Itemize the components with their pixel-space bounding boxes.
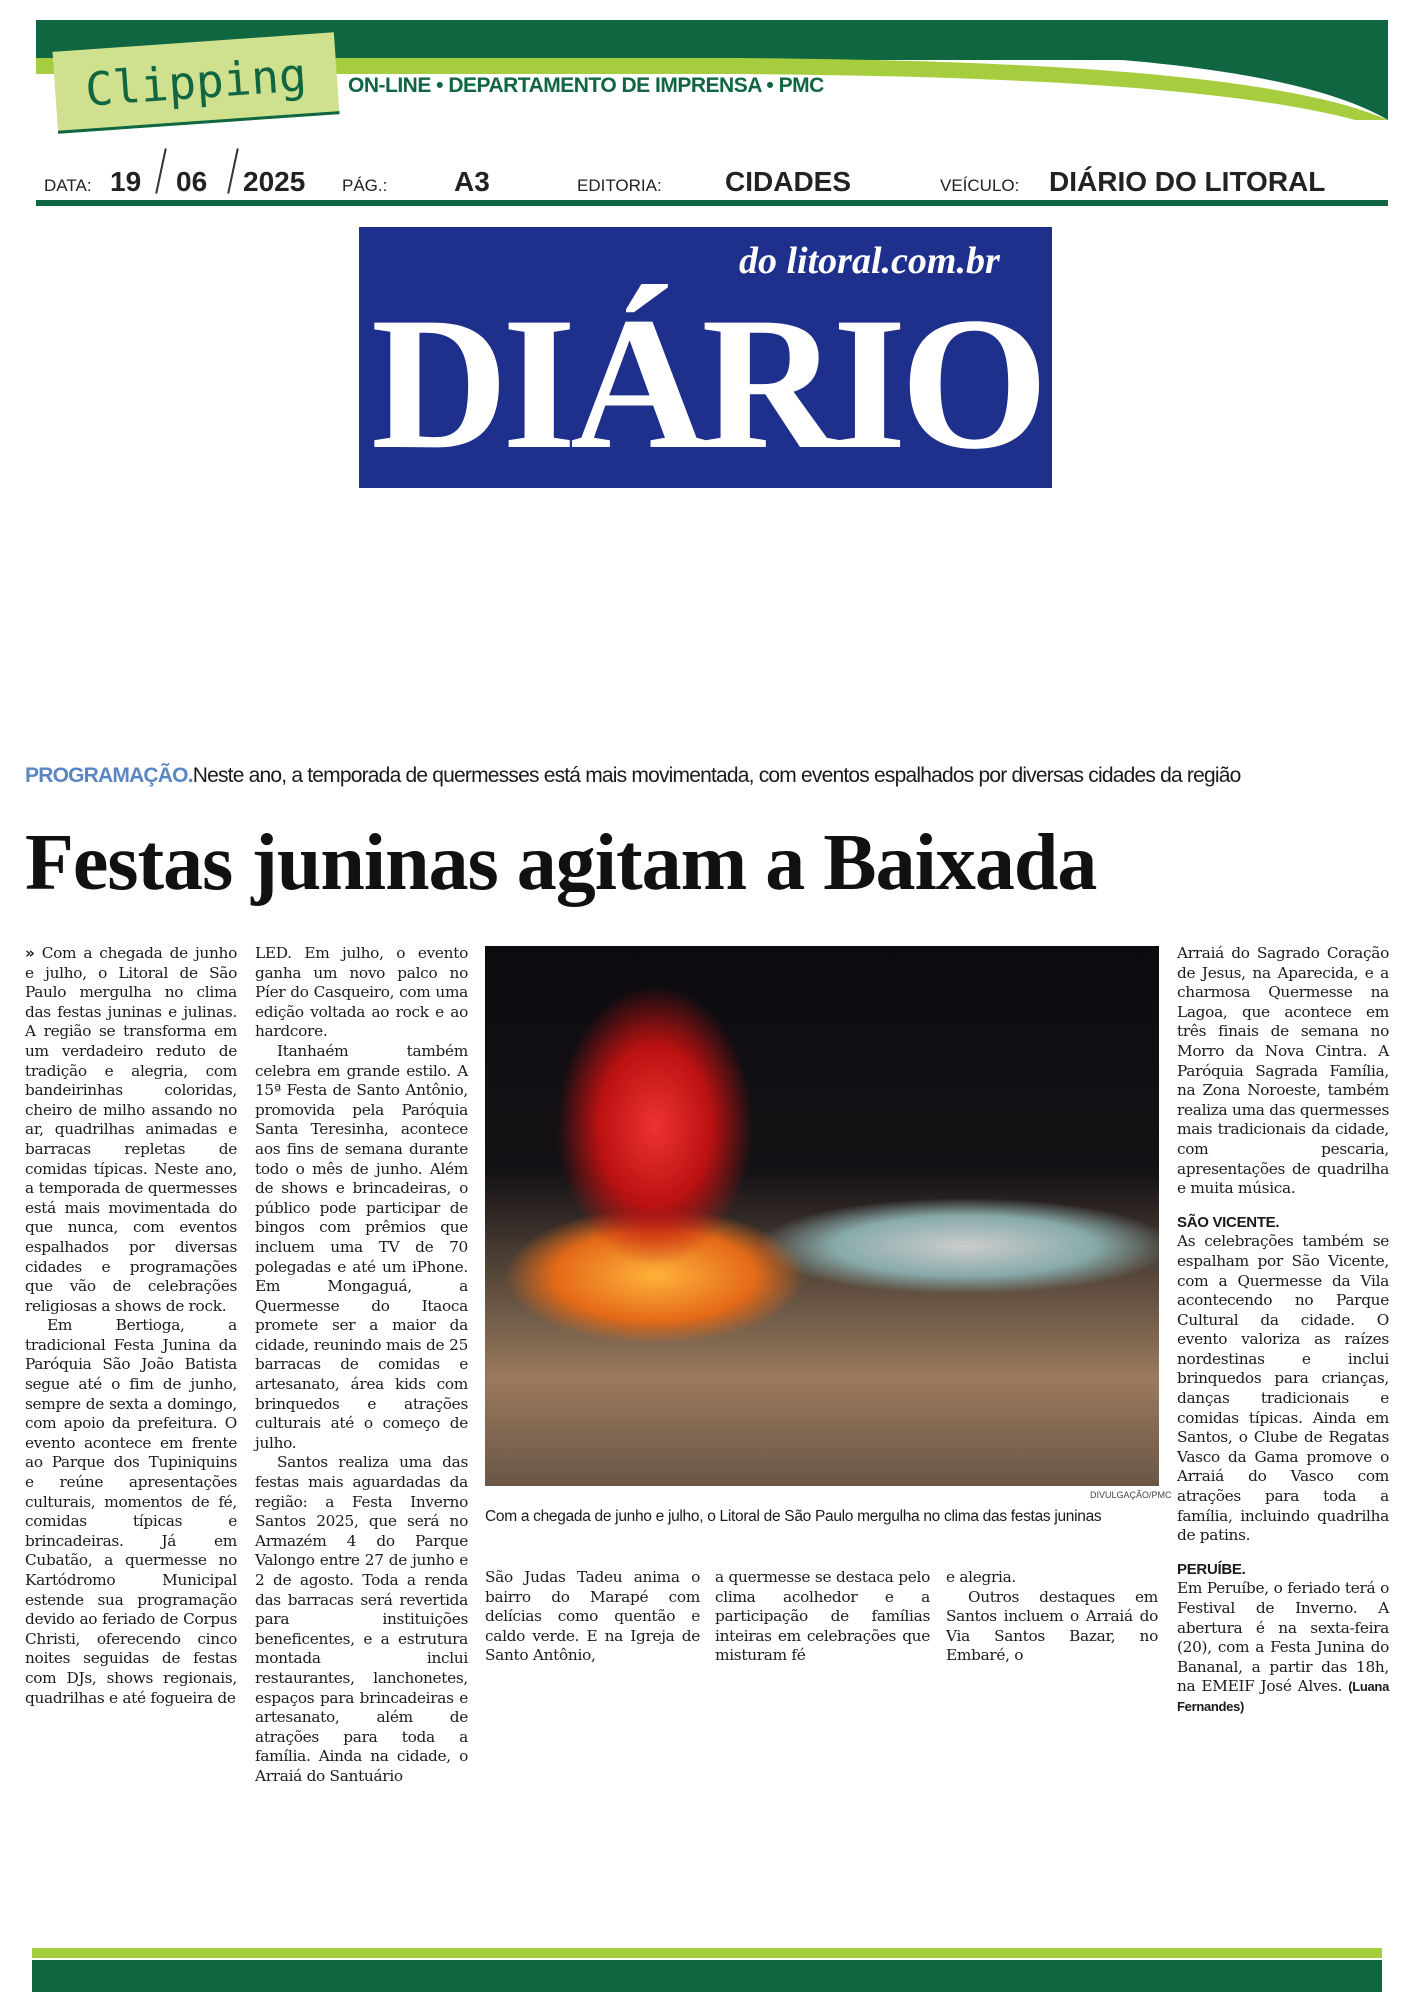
paragraph: Outros destaques em Santos incluem o Arraiá do Via Santos Bazar, no Embaré, o [946, 1587, 1158, 1665]
paragraph: e alegria. [946, 1568, 1016, 1586]
chevron-right-icon: » [25, 944, 35, 962]
subhead: SÃO VICENTE. [1177, 1213, 1280, 1231]
date-day: 19 [110, 166, 142, 197]
photo-credit: DIVULGAÇÃO/PMC [1090, 1490, 1172, 1500]
article-column-3 [485, 1568, 700, 1666]
paragraph: a quermesse se destaca pelo clima acolhedor e a participação de famílias inteiras em celebrações que misturam fé [715, 1568, 930, 1665]
paragraph: Com a chegada de junho e julho, o Litoral de São Paulo mergulha no clima das festas juninas e julinas. A região se transforma em um verdadeiro reduto de tradição e alegria, com bandeirinhas coloridas, cheiro de milho assando no ar, quadrilhas animadas e barracas repletas de comidas típicas. Neste ano, a temporada de quermesses está mais movimentada do que nunca, com eventos espalhados por diversas cidades e programações que vão de celebrações religiosas a shows de rock. [25, 944, 237, 1315]
section-value: CIDADES [725, 166, 852, 197]
paragraph: Arraiá do Sagrado Coração de Jesus, na Aparecida, e a charmosa Quermesse na Lagoa, que acontece em três finais de semana no Morro da Nova Cintra. A Paróquia Sagrada Família, na Zona Noroeste, também realiza uma das quermesses mais tradicionais da cidade, com pescaria, apresentações de quadrilha e muita música. [1177, 944, 1389, 1198]
page-label: PÁG.: [342, 176, 388, 195]
article-column-6 [1177, 944, 1389, 1717]
article-column-2 [255, 944, 468, 1787]
photo-caption: Com a chegada de junho e julho, o Litoral de São Paulo mergulha no clima das festas juninas [485, 1508, 1102, 1525]
date-year: 2025 [243, 166, 306, 197]
section-label: EDITORIA: [577, 176, 662, 195]
footer-band-dark [32, 1960, 1382, 1992]
paragraph: LED. Em julho, o evento ganha um novo palco no Píer do Casqueiro, com uma edição voltada ao rock e ao hardcore. [255, 944, 468, 1041]
clipping-label: Clipping [83, 46, 309, 117]
paragraph: Em Peruíbe, o feriado terá o Festival de Inverno. A abertura é na sexta-feira (20), com a Festa Junina do Bananal, a partir das 18h, na EMEIF José Alves. [1177, 1579, 1389, 1696]
author: (Luana Fernandes) [1177, 1679, 1389, 1714]
footer-band-light [32, 1948, 1382, 1958]
paragraph: Itanhaém também celebra em grande estilo. A 15ª Festa de Santo Antônio, promovida pela Paróquia Santa Teresinha, acontece aos fins de semana durante todo o mês de junho. Além de shows e brincadeiras, o público pode participar de bingos com prêmios que incluem uma TV de 70 polegadas e até um iPhone. Em Mongaguá, a Quermesse do Itaoca promete ser a maior da cidade, reunindo mais de 25 barracas de comidas e artesanato, área kids com brinquedos e atrações culturais até o começo de julho. [255, 1041, 468, 1452]
article-column-4 [715, 1568, 930, 1666]
date-slash [227, 148, 239, 193]
logo-url: do litoral.com.br [739, 240, 1000, 282]
paragraph: Em Bertioga, a tradicional Festa Junina da Paróquia São João Batista segue até o fim de junho, sempre de sexta a domingo, com apoio da prefeitura. O evento acontece em frente ao Parque dos Tupiniquins e reúne apresentações culturais, momentos de fé, comidas típicas e brincadeiras. Já em Cubatão, a quermesse no Kartódromo Municipal estende sua programação devido ao feriado de Corpus Christi, oferecendo cinco noites seguidas de festas com DJs, shows regionais, quadrilhas e até fogueira de [25, 1316, 237, 1707]
article-column-5 [946, 1568, 1158, 1666]
kicker-tag: PROGRAMAÇÃO. [25, 764, 193, 787]
outlet-label: VEÍCULO: [940, 176, 1020, 195]
outlet-value: DIÁRIO DO LITORAL [1049, 166, 1326, 197]
kicker [25, 764, 1240, 788]
page-value: A3 [454, 166, 490, 197]
article-column-1 [25, 944, 237, 1708]
department-title: ON-LINE • DEPARTAMENTO DE IMPRENSA • PMC [348, 74, 824, 97]
date-month: 06 [176, 166, 208, 197]
paragraph: São Judas Tadeu anima o bairro do Marapé com delícias como quentão e caldo verde. E na Igreja de Santo Antônio, [485, 1568, 700, 1665]
date-label: DATA: [44, 176, 92, 195]
headline: Festas juninas agitam a Baixada [25, 819, 1097, 907]
logo-word: DIÁRIO [371, 279, 1043, 488]
date-slash [155, 148, 167, 193]
subhead: PERUÍBE. [1177, 1560, 1246, 1578]
newspaper-logo [359, 227, 1052, 488]
article-photo [485, 946, 1159, 1486]
kicker-text: Neste ano, a temporada de quermesses está mais movimentada, com eventos espalhados por diversas cidades da região [192, 764, 1241, 787]
divider [36, 200, 1388, 206]
paragraph: As celebrações também se espalham por São Vicente, com a Quermesse da Vila acontecendo no Parque Cultural da cidade. O evento valoriza as raízes nordestinas e inclui brinquedos para crianças, danças tradicionais e comidas típicas. Ainda em Santos, o Clube de Regatas Vasco da Gama promove o Arraiá do Vasco com atrações para toda a família, incluindo quadrilha de patins. [1177, 1232, 1389, 1545]
paragraph: Santos realiza uma das festas mais aguardadas da região: a Festa Inverno Santos 2025, que será no Armazém 4 do Parque Valongo entre 27 de junho e 2 de agosto. Toda a renda das barracas será revertida para instituições beneficentes, e a estrutura montada inclui restaurantes, lanchonetes, espaços para brincadeiras e artesanato, além de atrações para toda a família. Ainda na cidade, o Arraiá do Santuário [255, 1453, 468, 1785]
